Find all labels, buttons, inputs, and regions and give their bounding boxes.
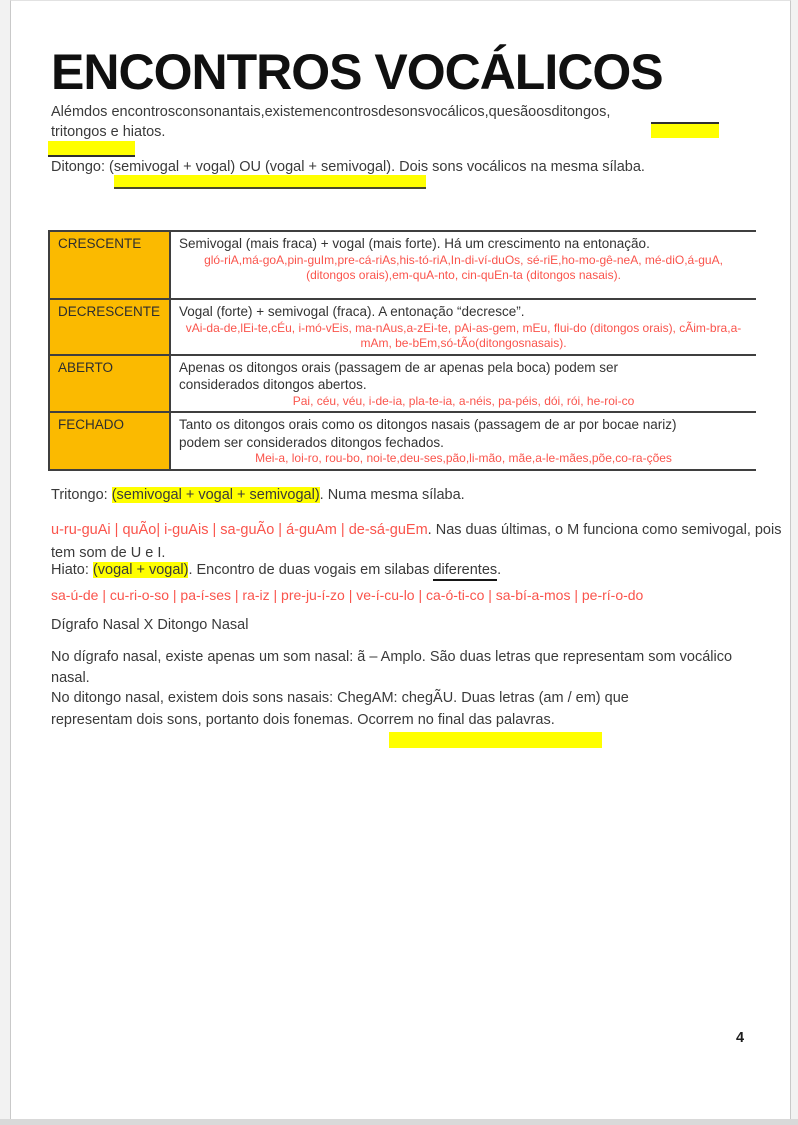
intro-paragraph xyxy=(51,102,610,142)
row-description: Vogal (forte) + semivogal (fraca). A entonação “decresce”. xyxy=(179,304,525,319)
hiato-definition xyxy=(51,562,501,578)
row-description: Apenas os ditongos orais (passagem de ar apenas pela boca) podem ser considerados ditongos abertos. xyxy=(179,359,619,392)
ditongo-definition: Ditongo: (semivogal + vogal) OU (vogal + semivogal). Dois sons vocálicos na mesma sílaba. xyxy=(51,159,645,175)
tritongo-examples-note: . Nas duas últimas, o M funciona como semivogal, pois tem som de U e I. xyxy=(51,522,782,561)
row-examples: Mei-a, loi-ro, rou-bo, noi-te,deu-ses,pão,li-mão, mãe,a-le-mães,põe,co-ra-ções xyxy=(255,451,672,465)
highlight-bar-top-right xyxy=(651,122,719,138)
tritongo-examples xyxy=(51,519,783,565)
table-row-fechado xyxy=(48,413,756,471)
digrafo-paragraph: No dígrafo nasal, existe apenas um som nasal: ã – Amplo. São duas letras que representam som vocálico nasal. xyxy=(51,649,733,686)
highlight-bar-under-ditongo xyxy=(114,175,426,189)
hiato-examples: sa-ú-de | cu-ri-o-so | pa-í-ses | ra-iz | pre-ju-í-zo | ve-í-cu-lo | ca-ó-ti-co | sa-bí-a-mos | pe-rí-o-do xyxy=(51,587,644,603)
digrafo-vs-ditongo-heading: Dígrafo Nasal X Ditongo Nasal xyxy=(51,617,249,633)
tritongo-examples-red: u-ru-guAi | quÃo| i-guAis | sa-guÃo | á-guAm | de-sá-guEm xyxy=(51,522,428,538)
row-label: CRESCENTE xyxy=(48,232,171,298)
page-title: ENCONTROS VOCÁLICOS xyxy=(51,44,663,100)
ditongo-nasal-paragraph: No ditongo nasal, existem dois sons nasais: ChegAM: chegÃU. Duas letras (am / em) que representam dois sons, portanto dois fonemas. Ocorrem no final das palavras. xyxy=(51,690,629,728)
row-examples: gló-riA,má-goA,pin-guIm,pre-cá-riAs,his-tó-riA,In-di-ví-duOs, sé-riE,ho-mo-gê-neA, mé-diO,á-guA, (ditongos orais),em-quA-nto, cin-quEn-ta (ditongos nasais). xyxy=(204,252,723,282)
hiato-prefix: Hiato: xyxy=(51,562,93,578)
tritongo-suffix: . Numa mesma sílaba. xyxy=(319,487,465,503)
tritongo-prefix: Tritongo: xyxy=(51,487,112,503)
row-description: Semivogal (mais fraca) + vogal (mais forte). Há um crescimento na entonação. xyxy=(179,236,650,251)
row-content xyxy=(171,356,756,412)
row-content xyxy=(171,300,756,354)
tritongo-definition xyxy=(51,487,465,503)
row-description: Tanto os ditongos orais como os ditongos nasais (passagem de ar por bocae nariz) podem ser considerados ditongos fechados. xyxy=(179,417,677,450)
page-bottom-gutter xyxy=(0,1119,798,1125)
hiato-underlined-word: diferentes xyxy=(433,562,497,581)
tritongo-highlighted-formula: (semivogal + vogal + semivogal) xyxy=(111,487,320,503)
vowel-encounters-table xyxy=(48,230,756,471)
highlight-bar-left xyxy=(48,141,135,157)
row-label: DECRESCENTE xyxy=(48,300,171,354)
row-label: FECHADO xyxy=(48,413,171,469)
row-label: ABERTO xyxy=(48,356,171,412)
row-content xyxy=(171,232,756,298)
table-row-aberto xyxy=(48,356,756,414)
table-row-decrescente xyxy=(48,300,756,356)
row-content xyxy=(171,413,756,469)
hiato-highlighted-formula: (vogal + vogal) xyxy=(92,562,189,578)
intro-line-2: tritongos e hiatos. xyxy=(51,124,166,140)
table-row-crescente xyxy=(48,232,756,300)
page-number: 4 xyxy=(736,1030,745,1046)
hiato-middle: . Encontro de duas vogais em silabas xyxy=(188,562,434,578)
intro-line-1: Alémdos encontrosconsonantais,existemencontrosdesonsvocálicos,quesãoosditongos, xyxy=(51,104,611,120)
hiato-end: . xyxy=(497,562,502,578)
row-examples: vAi-da-de,lEi-te,cÉu, i-mó-vEis, ma-nAus,a-zEi-te, pAi-as-gem, mEu, flui-do (ditongos orais), cÃim-bra,a-mAm, be-bEm,só-tÃo(ditongosnasais). xyxy=(185,320,742,350)
document-page xyxy=(10,0,791,1119)
row-examples: Pai, céu, véu, i-de-ia, pla-te-ia, a-néis, pa-péis, dói, rói, he-roi-co xyxy=(292,393,635,408)
highlight-bar-bottom xyxy=(389,732,602,748)
